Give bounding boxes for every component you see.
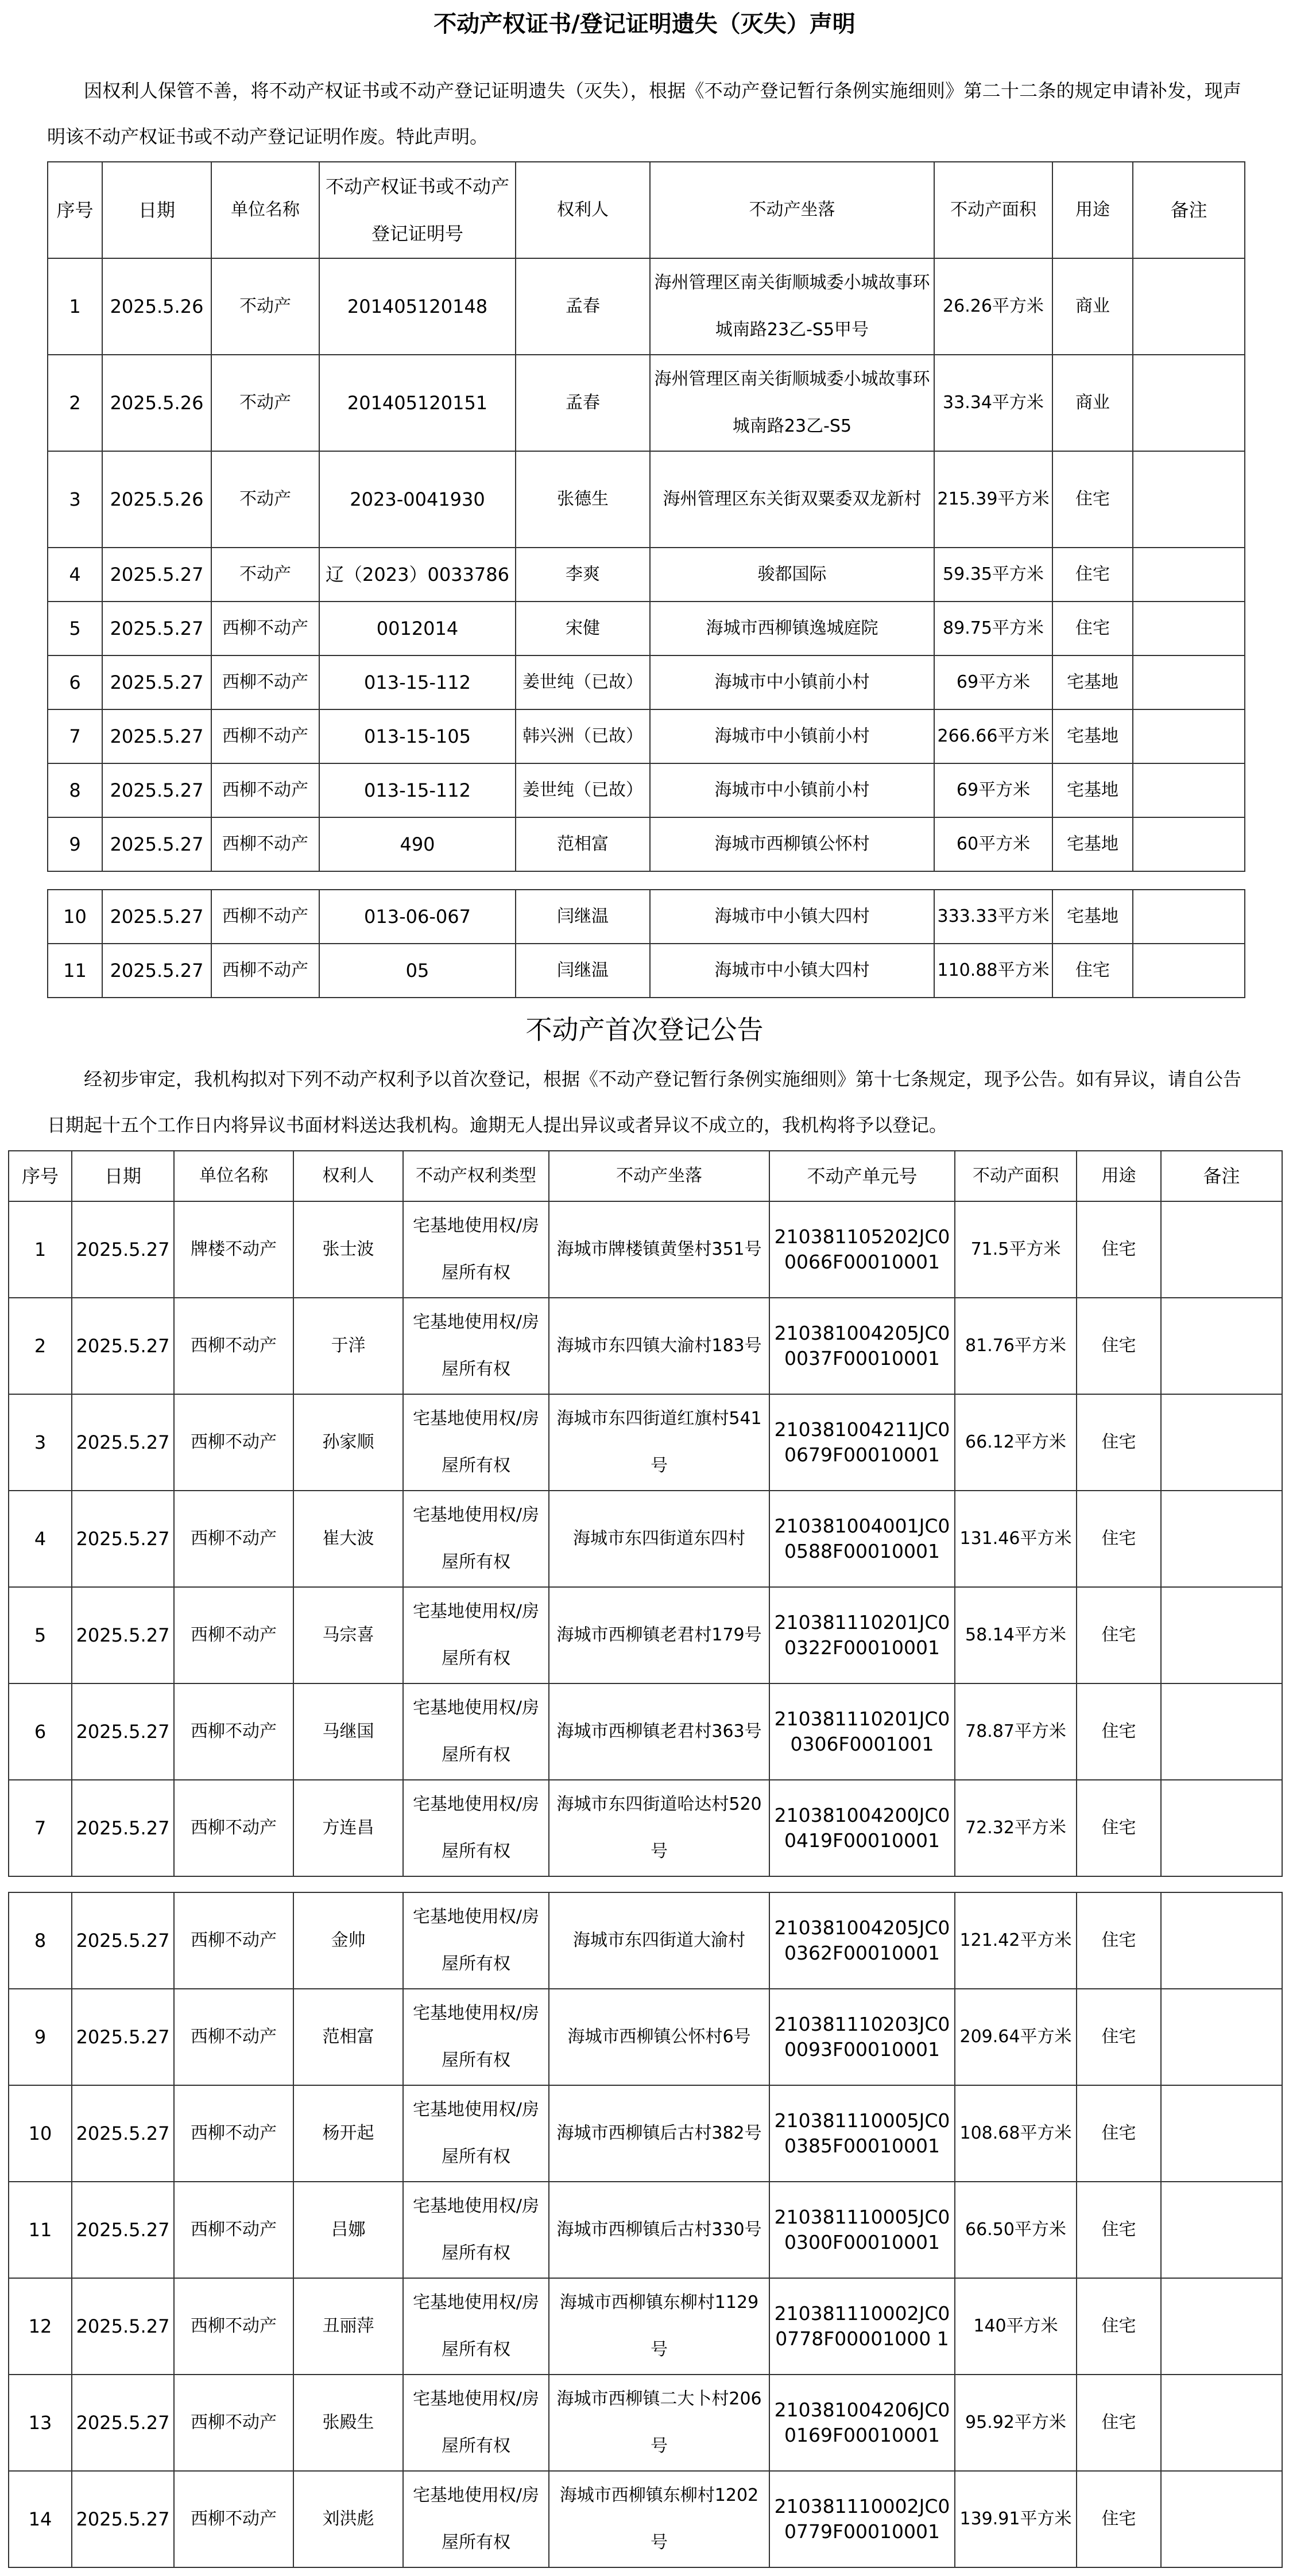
table-cell: 1 <box>48 258 102 355</box>
table-cell: 海城市西柳镇二大卜村206号 <box>549 2375 769 2471</box>
table-cell: 2025.5.27 <box>72 1780 174 1876</box>
table-cell: 2025.5.27 <box>72 2085 174 2182</box>
table-row <box>48 355 1245 451</box>
table-cell: 宅基地使用权/房屋所有权 <box>403 1587 549 1683</box>
table-cell: 69平方米 <box>934 763 1052 817</box>
table-cell: 刘洪彪 <box>293 2471 403 2567</box>
table-cell: 住宅 <box>1077 1298 1161 1394</box>
table-cell <box>1161 2278 1282 2375</box>
table-cell: 西柳不动产 <box>211 817 319 871</box>
column-header: 不动产单元号 <box>769 1151 955 1201</box>
table-row <box>48 709 1245 763</box>
table-cell: 215.39平方米 <box>934 451 1052 548</box>
table-cell: 266.66平方米 <box>934 709 1052 763</box>
table-cell: 2025.5.27 <box>72 2471 174 2567</box>
table-cell: 2025.5.27 <box>72 1892 174 1989</box>
table-cell: 西柳不动产 <box>211 763 319 817</box>
table-row <box>9 2085 1282 2182</box>
table-cell: 海城市东四街道东四村 <box>549 1491 769 1587</box>
table-cell: 1 <box>9 1201 72 1298</box>
table-cell: 闫继温 <box>516 944 650 998</box>
table-cell: 海城市西柳镇后古村382号 <box>549 2085 769 2182</box>
table-cell: 210381110005JC00385F00010001 <box>769 2085 955 2182</box>
table-cell: 宅基地使用权/房屋所有权 <box>403 2471 549 2567</box>
table-cell <box>1133 548 1245 602</box>
table-cell <box>1133 602 1245 655</box>
table-cell: 9 <box>48 817 102 871</box>
table-cell: 张德生 <box>516 451 650 548</box>
table-cell: 210381110002JC00778F00001000 1 <box>769 2278 955 2375</box>
table-cell: 210381105202JC00066F00010001 <box>769 1201 955 1298</box>
table-cell <box>1133 655 1245 709</box>
table-cell: 89.75平方米 <box>934 602 1052 655</box>
table-row <box>9 1683 1282 1780</box>
table-cell: 住宅 <box>1052 548 1133 602</box>
table-cell: 209.64平方米 <box>955 1989 1077 2085</box>
table-cell: 姜世纯（已故） <box>516 763 650 817</box>
table-cell: 2025.5.27 <box>72 1587 174 1683</box>
table-cell: 住宅 <box>1077 1201 1161 1298</box>
table-cell: 2025.5.26 <box>102 258 211 355</box>
table-cell: 住宅 <box>1077 2182 1161 2278</box>
table-cell: 住宅 <box>1077 1892 1161 1989</box>
table-row <box>9 1587 1282 1683</box>
table-cell: 于洋 <box>293 1298 403 1394</box>
table-cell: 海城市西柳镇东柳村1129号 <box>549 2278 769 2375</box>
table-cell <box>1161 1298 1282 1394</box>
table-cell: 2025.5.27 <box>72 2182 174 2278</box>
table-cell: 013-15-105 <box>319 709 516 763</box>
table-cell: 210381004001JC00588F00010001 <box>769 1491 955 1587</box>
table-cell: 0012014 <box>319 602 516 655</box>
table-cell: 宋健 <box>516 602 650 655</box>
table-cell: 05 <box>319 944 516 998</box>
table-cell: 2025.5.27 <box>72 1298 174 1394</box>
table-cell: 宅基地使用权/房屋所有权 <box>403 2278 549 2375</box>
table-cell: 5 <box>48 602 102 655</box>
table-cell: 西柳不动产 <box>174 1780 293 1876</box>
table-cell: 69平方米 <box>934 655 1052 709</box>
table-row <box>48 451 1245 548</box>
table-cell: 71.5平方米 <box>955 1201 1077 1298</box>
table-cell: 西柳不动产 <box>174 1587 293 1683</box>
table-row <box>9 1491 1282 1587</box>
table-cell: 海城市中小镇大四村 <box>650 944 934 998</box>
table-cell: 12 <box>9 2278 72 2375</box>
table-cell: 西柳不动产 <box>211 655 319 709</box>
table-cell <box>1161 1394 1282 1491</box>
table-cell: 3 <box>48 451 102 548</box>
table-cell: 210381110201JC00322F00010001 <box>769 1587 955 1683</box>
table-cell <box>1161 2375 1282 2471</box>
column-header: 权利人 <box>516 162 650 258</box>
table-cell <box>1133 817 1245 871</box>
table-cell: 海城市东四街道大渝村 <box>549 1892 769 1989</box>
table-cell: 辽（2023）0033786 <box>319 548 516 602</box>
first-registration-title: 不动产首次登记公告 <box>525 1014 764 1045</box>
table-cell <box>1161 2471 1282 2567</box>
column-header: 不动产面积 <box>934 162 1052 258</box>
table-row <box>48 944 1245 998</box>
table-cell: 西柳不动产 <box>174 1394 293 1491</box>
column-header: 单位名称 <box>211 162 319 258</box>
table-cell: 西柳不动产 <box>211 944 319 998</box>
column-header: 备注 <box>1133 162 1245 258</box>
table-cell: 宅基地使用权/房屋所有权 <box>403 1201 549 1298</box>
table-cell <box>1161 1989 1282 2085</box>
table-cell: 海城市东四镇大渝村183号 <box>549 1298 769 1394</box>
table-cell: 2025.5.27 <box>102 709 211 763</box>
table-row <box>9 1892 1282 1989</box>
table-cell: 11 <box>9 2182 72 2278</box>
table-cell: 住宅 <box>1052 602 1133 655</box>
table-row <box>9 1201 1282 1298</box>
table-cell: 张士波 <box>293 1201 403 1298</box>
table-cell: 住宅 <box>1077 2278 1161 2375</box>
table-cell: 60平方米 <box>934 817 1052 871</box>
table-cell: 7 <box>48 709 102 763</box>
table-cell: 2025.5.27 <box>72 2375 174 2471</box>
table-cell: 海城市中小镇前小村 <box>650 763 934 817</box>
table-cell: 张殿生 <box>293 2375 403 2471</box>
table-cell: 95.92平方米 <box>955 2375 1077 2471</box>
table-cell: 210381004205JC00362F00010001 <box>769 1892 955 1989</box>
column-header: 不动产面积 <box>955 1151 1077 1201</box>
table-cell: 宅基地使用权/房屋所有权 <box>403 2375 549 2471</box>
table-cell: 宅基地使用权/房屋所有权 <box>403 1683 549 1780</box>
table-cell: 牌楼不动产 <box>174 1201 293 1298</box>
table-cell: 2025.5.27 <box>102 548 211 602</box>
table-row <box>9 2278 1282 2375</box>
table-cell: 不动产 <box>211 451 319 548</box>
table-cell: 姜世纯（已故） <box>516 655 650 709</box>
table-cell: 210381110005JC00300F00010001 <box>769 2182 955 2278</box>
table-cell: 住宅 <box>1077 2085 1161 2182</box>
table-cell: 5 <box>9 1587 72 1683</box>
table-cell: 西柳不动产 <box>174 1298 293 1394</box>
table-cell <box>1161 1201 1282 1298</box>
table-row <box>48 258 1245 355</box>
table-cell: 110.88平方米 <box>934 944 1052 998</box>
table-cell: 210381004211JC00679F00010001 <box>769 1394 955 1491</box>
table-cell: 崔大波 <box>293 1491 403 1587</box>
table-cell: 2023-0041930 <box>319 451 516 548</box>
table-cell: 海城市东四街道红旗村541号 <box>549 1394 769 1491</box>
table-cell: 孙家顺 <box>293 1394 403 1491</box>
table-cell: 10 <box>9 2085 72 2182</box>
table-cell: 2025.5.26 <box>102 355 211 451</box>
table-cell: 海州管理区南关街顺城委小城故事环城南路23乙-S5甲号 <box>650 258 934 355</box>
table-cell: 2025.5.27 <box>102 944 211 998</box>
table-cell: 宅基地使用权/房屋所有权 <box>403 2085 549 2182</box>
table-cell: 西柳不动产 <box>211 602 319 655</box>
table-row <box>9 2182 1282 2278</box>
table-cell: 西柳不动产 <box>174 2182 293 2278</box>
table-cell: 2025.5.27 <box>102 817 211 871</box>
table-cell: 81.76平方米 <box>955 1298 1077 1394</box>
table-row <box>9 1780 1282 1876</box>
table-cell: 住宅 <box>1077 1780 1161 1876</box>
column-header: 日期 <box>72 1151 174 1201</box>
table-cell: 丑丽萍 <box>293 2278 403 2375</box>
column-header: 序号 <box>48 162 102 258</box>
table-cell: 海城市东四街道哈达村520号 <box>549 1780 769 1876</box>
column-header: 不动产坐落 <box>549 1151 769 1201</box>
table-row <box>48 655 1245 709</box>
table-cell <box>1133 258 1245 355</box>
table-cell: 宅基地 <box>1052 890 1133 944</box>
table-cell: 住宅 <box>1077 2375 1161 2471</box>
table-cell: 2 <box>9 1298 72 1394</box>
table-cell: 西柳不动产 <box>174 1491 293 1587</box>
table-cell: 33.34平方米 <box>934 355 1052 451</box>
table-cell: 58.14平方米 <box>955 1587 1077 1683</box>
table-cell: 72.32平方米 <box>955 1780 1077 1876</box>
table-cell: 西柳不动产 <box>174 2278 293 2375</box>
table-cell: 西柳不动产 <box>174 1892 293 1989</box>
first-registration-table-continued <box>8 1892 1283 2568</box>
table-cell: 住宅 <box>1052 944 1133 998</box>
table-cell: 海城市牌楼镇黄堡村351号 <box>549 1201 769 1298</box>
table-cell: 马继国 <box>293 1683 403 1780</box>
table-cell: 西柳不动产 <box>211 709 319 763</box>
table-cell: 不动产 <box>211 355 319 451</box>
table-cell: 6 <box>9 1683 72 1780</box>
table-cell: 2025.5.27 <box>72 2278 174 2375</box>
table-cell: 住宅 <box>1077 1683 1161 1780</box>
table-cell: 西柳不动产 <box>174 2375 293 2471</box>
table-cell: 2 <box>48 355 102 451</box>
table-cell: 韩兴洲（已故） <box>516 709 650 763</box>
table-cell: 宅基地使用权/房屋所有权 <box>403 1989 549 2085</box>
table-row <box>48 602 1245 655</box>
first-registration-table <box>8 1150 1283 1877</box>
table-cell: 121.42平方米 <box>955 1892 1077 1989</box>
table-cell: 不动产 <box>211 548 319 602</box>
table-cell: 宅基地使用权/房屋所有权 <box>403 1394 549 1491</box>
table-cell: 海城市中小镇大四村 <box>650 890 934 944</box>
table-cell: 海城市西柳镇东柳村1202号 <box>549 2471 769 2567</box>
table-cell: 4 <box>48 548 102 602</box>
loss-notice-title: 不动产权证书/登记证明遗失（灭失）声明 <box>433 11 856 37</box>
table-row <box>9 2471 1282 2567</box>
table-row <box>9 1394 1282 1491</box>
table-cell: 108.68平方米 <box>955 2085 1077 2182</box>
table-cell: 宅基地使用权/房屋所有权 <box>403 1491 549 1587</box>
table-cell: 9 <box>9 1989 72 2085</box>
table-cell: 2025.5.27 <box>102 890 211 944</box>
table-cell: 吕娜 <box>293 2182 403 2278</box>
table-cell: 海州管理区南关街顺城委小城故事环城南路23乙-S5 <box>650 355 934 451</box>
table-row <box>9 1298 1282 1394</box>
table-cell: 6 <box>48 655 102 709</box>
table-cell: 宅基地 <box>1052 655 1133 709</box>
table-cell <box>1133 763 1245 817</box>
table-cell: 8 <box>48 763 102 817</box>
table-row <box>48 548 1245 602</box>
table-cell: 2025.5.27 <box>102 602 211 655</box>
table-cell: 西柳不动产 <box>211 890 319 944</box>
table-cell: 3 <box>9 1394 72 1491</box>
table-cell: 210381110203JC00093F00010001 <box>769 1989 955 2085</box>
table-row <box>48 890 1245 944</box>
table-cell: 住宅 <box>1077 2471 1161 2567</box>
table-cell: 范相富 <box>516 817 650 871</box>
table-cell: 14 <box>9 2471 72 2567</box>
table-cell <box>1161 1587 1282 1683</box>
table-cell: 海城市西柳镇后古村330号 <box>549 2182 769 2278</box>
table-cell: 10 <box>48 890 102 944</box>
table-cell: 013-15-112 <box>319 763 516 817</box>
table-cell <box>1133 890 1245 944</box>
first-registration-paragraph: 经初步审定，我机构拟对下列不动产权利予以首次登记，根据《不动产登记暂行条例实施细则》第十七条规定，现予公告。如有异议，请自公告日期起十五个工作日内将异议书面材料送达我机构。逾期无人提出异议或者异议不成立的，我机构将予以登记。 <box>47 1068 1242 1136</box>
table-cell: 139.91平方米 <box>955 2471 1077 2567</box>
table-cell <box>1133 355 1245 451</box>
column-header: 序号 <box>9 1151 72 1201</box>
table-cell: 26.26平方米 <box>934 258 1052 355</box>
table-row <box>48 763 1245 817</box>
table-cell: 8 <box>9 1892 72 1989</box>
table-cell: 4 <box>9 1491 72 1587</box>
table-cell <box>1133 944 1245 998</box>
table-cell: 西柳不动产 <box>174 1683 293 1780</box>
table-cell: 宅基地使用权/房屋所有权 <box>403 1892 549 1989</box>
table-cell: 2025.5.27 <box>72 1683 174 1780</box>
table-cell: 013-15-112 <box>319 655 516 709</box>
column-header: 用途 <box>1077 1151 1161 1201</box>
table-cell: 131.46平方米 <box>955 1491 1077 1587</box>
table-cell: 59.35平方米 <box>934 548 1052 602</box>
table-cell: 宅基地 <box>1052 709 1133 763</box>
table-cell: 66.50平方米 <box>955 2182 1077 2278</box>
table-cell: 海城市西柳镇公怀村 <box>650 817 934 871</box>
table-cell: 海城市中小镇前小村 <box>650 709 934 763</box>
table-cell: 333.33平方米 <box>934 890 1052 944</box>
table-cell <box>1161 2085 1282 2182</box>
table-cell: 海城市中小镇前小村 <box>650 655 934 709</box>
table-cell <box>1161 1491 1282 1587</box>
table-cell: 宅基地使用权/房屋所有权 <box>403 1298 549 1394</box>
table-row <box>48 817 1245 871</box>
table-cell: 西柳不动产 <box>174 1989 293 2085</box>
table-cell: 210381110201JC00306F0001001 <box>769 1683 955 1780</box>
table-cell: 不动产 <box>211 258 319 355</box>
table-cell: 方连昌 <box>293 1780 403 1876</box>
table-cell: 2025.5.27 <box>72 1394 174 1491</box>
table-cell: 2025.5.27 <box>102 763 211 817</box>
table-cell: 201405120151 <box>319 355 516 451</box>
table-cell: 马宗喜 <box>293 1587 403 1683</box>
table-cell: 013-06-067 <box>319 890 516 944</box>
table-cell: 宅基地 <box>1052 763 1133 817</box>
table-cell <box>1133 709 1245 763</box>
column-header: 日期 <box>102 162 211 258</box>
table-cell: 201405120148 <box>319 258 516 355</box>
table-cell: 2025.5.27 <box>102 655 211 709</box>
table-cell: 海城市西柳镇逸城庭院 <box>650 602 934 655</box>
table-cell: 住宅 <box>1077 1491 1161 1587</box>
column-header: 备注 <box>1161 1151 1282 1201</box>
column-header: 用途 <box>1052 162 1133 258</box>
table-cell: 66.12平方米 <box>955 1394 1077 1491</box>
table-cell: 13 <box>9 2375 72 2471</box>
column-header: 不动产权证书或不动产登记证明号 <box>319 162 516 258</box>
table-cell <box>1161 2182 1282 2278</box>
table-cell: 住宅 <box>1077 1394 1161 1491</box>
table-cell: 商业 <box>1052 258 1133 355</box>
table-cell: 住宅 <box>1077 1587 1161 1683</box>
table-cell <box>1161 1892 1282 1989</box>
table-cell: 140平方米 <box>955 2278 1077 2375</box>
table-cell: 2025.5.27 <box>72 1201 174 1298</box>
table-cell: 孟春 <box>516 258 650 355</box>
table-cell: 闫继温 <box>516 890 650 944</box>
table-cell: 490 <box>319 817 516 871</box>
table-cell: 商业 <box>1052 355 1133 451</box>
table-cell: 海城市西柳镇老君村179号 <box>549 1587 769 1683</box>
table-cell: 住宅 <box>1052 451 1133 548</box>
table-cell: 2025.5.27 <box>72 1491 174 1587</box>
column-header: 不动产权利类型 <box>403 1151 549 1201</box>
table-cell: 西柳不动产 <box>174 2085 293 2182</box>
table-cell: 住宅 <box>1077 1989 1161 2085</box>
table-cell: 海城市西柳镇老君村363号 <box>549 1683 769 1780</box>
loss-table <box>47 161 1245 872</box>
table-cell: 210381110002JC00779F00010001 <box>769 2471 955 2567</box>
table-cell: 孟春 <box>516 355 650 451</box>
table-cell <box>1161 1780 1282 1876</box>
table-cell: 范相富 <box>293 1989 403 2085</box>
header-row <box>48 162 1245 258</box>
table-cell: 7 <box>9 1780 72 1876</box>
table-cell: 78.87平方米 <box>955 1683 1077 1780</box>
table-row <box>9 2375 1282 2471</box>
table-cell: 杨开起 <box>293 2085 403 2182</box>
table-cell: 李爽 <box>516 548 650 602</box>
loss-notice-paragraph: 因权利人保管不善，将不动产权证书或不动产登记证明遗失（灭失），根据《不动产登记暂行条例实施细则》第二十二条的规定申请补发，现声明该不动产权证书或不动产登记证明作废。特此声明。 <box>47 80 1241 148</box>
loss-table-continued <box>47 889 1245 998</box>
table-cell: 西柳不动产 <box>174 2471 293 2567</box>
table-cell: 2025.5.27 <box>72 1989 174 2085</box>
table-cell: 金帅 <box>293 1892 403 1989</box>
column-header: 单位名称 <box>174 1151 293 1201</box>
column-header: 不动产坐落 <box>650 162 934 258</box>
header-row <box>9 1151 1282 1201</box>
table-cell: 海州管理区东关街双粟委双龙新村 <box>650 451 934 548</box>
table-cell: 210381004205JC00037F00010001 <box>769 1298 955 1394</box>
table-cell: 210381004200JC00419F00010001 <box>769 1780 955 1876</box>
table-cell: 宅基地 <box>1052 817 1133 871</box>
table-cell: 骏都国际 <box>650 548 934 602</box>
table-cell: 宅基地使用权/房屋所有权 <box>403 2182 549 2278</box>
table-cell <box>1161 1683 1282 1780</box>
column-header: 权利人 <box>293 1151 403 1201</box>
table-cell <box>1133 451 1245 548</box>
table-cell: 海城市西柳镇公怀村6号 <box>549 1989 769 2085</box>
table-cell: 宅基地使用权/房屋所有权 <box>403 1780 549 1876</box>
table-cell: 11 <box>48 944 102 998</box>
table-row <box>9 1989 1282 2085</box>
table-cell: 210381004206JC00169F00010001 <box>769 2375 955 2471</box>
table-cell: 2025.5.26 <box>102 451 211 548</box>
